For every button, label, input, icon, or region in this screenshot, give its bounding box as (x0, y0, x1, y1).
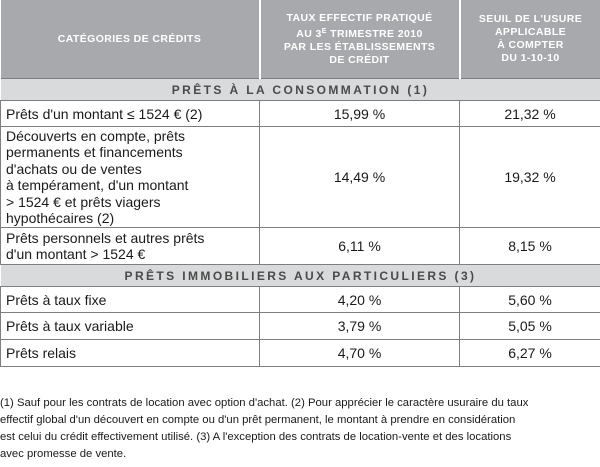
category-line: permanents et financements (6, 144, 183, 160)
row-usury-threshold: 8,15 % (460, 228, 600, 265)
row-usury-threshold: 5,60 % (460, 287, 600, 313)
header-usury-line-1: SEUIL DE L'USURE (478, 13, 583, 25)
category-line: à tempérament, d'un montant (6, 177, 189, 193)
row-effective-rate: 4,20 % (260, 287, 460, 313)
header-rate-line-4: DE CRÉDIT (329, 53, 390, 66)
row-usury-threshold: 19,32 % (460, 127, 600, 228)
row-category: Prêts relais (1, 340, 260, 367)
table-row (1, 127, 600, 228)
category-line: d'achats ou de ventes (6, 160, 142, 177)
row-usury-threshold: 5,05 % (460, 313, 600, 340)
footnote-line: effectif global d'un découvert en compte ou d'un prêt permanent, le montant à prendre en considération (0, 414, 516, 426)
table-row (1, 313, 600, 340)
section-mortgage-loans (1, 265, 600, 287)
row-usury-threshold: 21,32 % (460, 101, 600, 127)
footnote-line: (1) Sauf pour les contrats de location avec option d'achat. (2) Pour apprécier le caractère usuraire du taux (0, 397, 529, 409)
row-category: Prêts d'un montant ≤ 1524 € (2) (1, 101, 260, 127)
row-effective-rate: 6,11 % (260, 228, 460, 265)
row-effective-rate: 14,49 % (260, 127, 460, 228)
header-rate-line-3: PAR LES ÉTABLISSEMENTS (283, 40, 436, 53)
header-categories (1, 0, 260, 79)
category-line: hypothécaires (2) (6, 210, 115, 226)
row-effective-rate: 15,99 % (260, 101, 460, 127)
footnote-line: avec promesse de vente. (0, 448, 127, 460)
table-row (1, 228, 600, 265)
row-usury-threshold: 6,27 % (460, 340, 600, 367)
header-usury-line-4: DU 1-10-10 (501, 52, 560, 64)
header-effective-rate (260, 0, 460, 79)
table-header-row (1, 0, 600, 79)
table-row (1, 287, 600, 313)
header-categories-label: CATÉGORIES DE CRÉDITS (57, 32, 202, 45)
category-line: > 1524 € et prêts viagers (6, 193, 161, 210)
row-category: Prêts à taux fixe (1, 287, 260, 313)
row-effective-rate: 4,70 % (260, 340, 460, 367)
table-row (1, 101, 600, 127)
row-category (1, 127, 260, 228)
header-rate-line-1: TAUX EFFECTIF PRATIQUÉ (286, 11, 433, 24)
header-rate-line-2b: TRIMESTRE 2010 (326, 27, 423, 40)
footnote-line: est celui du crédit effectivement utilisé. (3) A l'exception des contrats de location-vente et des locations (0, 431, 512, 443)
header-rate-line-2a: AU 3 (296, 27, 322, 40)
section-mortgage-loans-label: PRÊTS IMMOBILIERS AUX PARTICULIERS (3) (1, 265, 600, 287)
table-row (1, 340, 600, 367)
row-effective-rate: 3,79 % (260, 313, 460, 340)
section-consumer-loans (1, 79, 600, 101)
category-line: Prêts personnels et autres prêts (6, 229, 205, 246)
category-line: Découverts en compte, prêts (6, 127, 185, 144)
header-rate-sup: E (321, 27, 327, 35)
section-consumer-loans-label: PRÊTS À LA CONSOMMATION (1) (1, 79, 600, 101)
row-category: Prêts à taux variable (1, 313, 260, 340)
header-usury-line-2: APPLICABLE (494, 26, 567, 38)
category-line: d'un montant > 1524 € (6, 246, 146, 262)
header-usury-line-3: À COMPTER (497, 39, 564, 51)
footnotes (0, 395, 600, 463)
header-usury-threshold (460, 0, 600, 79)
row-category (1, 228, 260, 265)
